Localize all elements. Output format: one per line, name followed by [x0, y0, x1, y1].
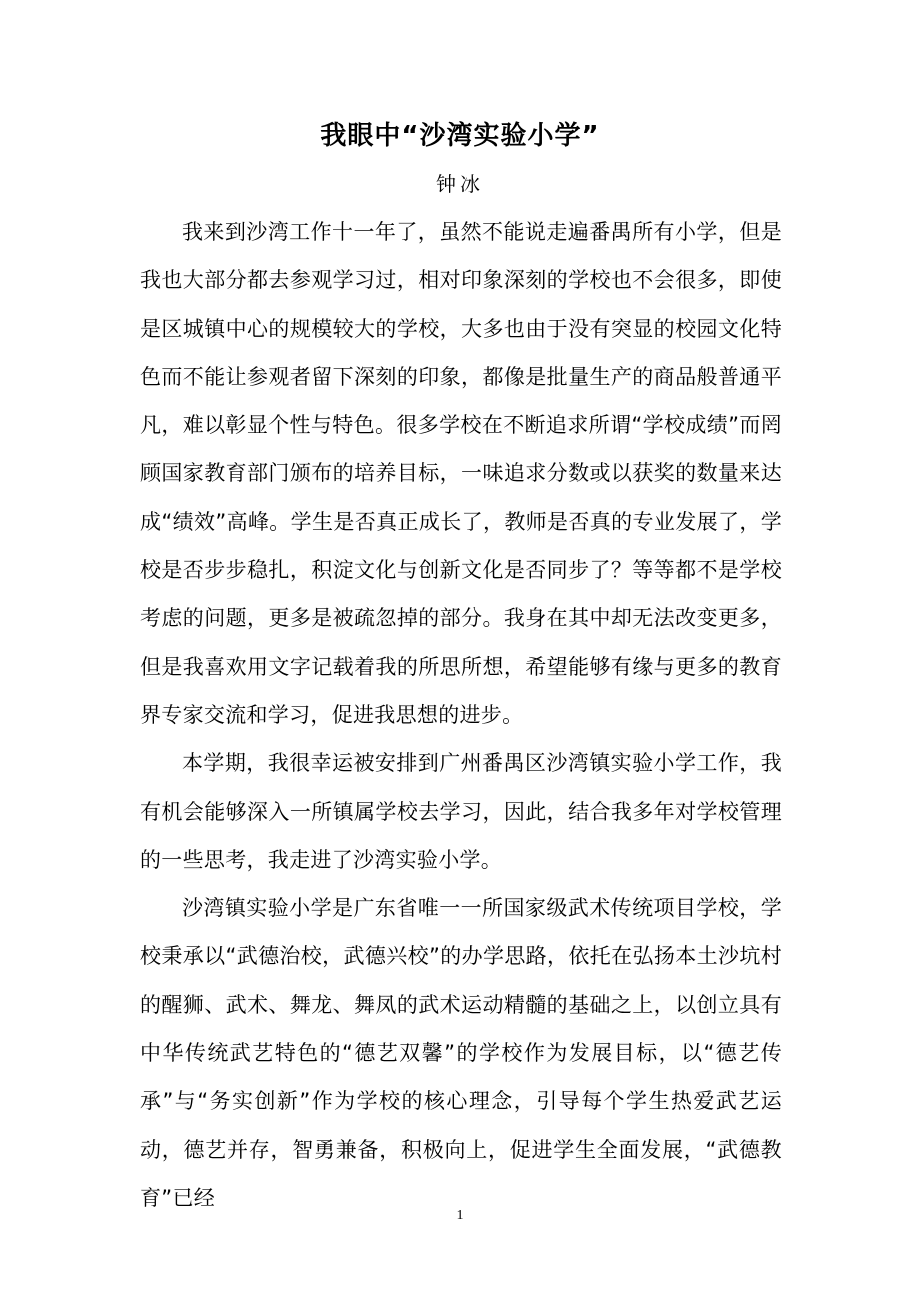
paragraph-3: 沙湾镇实验小学是广东省唯一一所国家级武术传统项目学校，学校秉承以“武德治校，武德兴校”的办学思路，依托在弘扬本土沙坑村的醒狮、武术、舞龙、舞凤的武术运动精髓的基础之上，以创立具有中华传统武艺特色的“德艺双馨”的学校作为发展目标，以“德艺传承”与“务实创新”作为学校的核心理念，引导每个学生热爱武艺运动，德艺并存，智勇兼备，积极向上，促进学生全面发展，“武德教育”已经	[140, 896, 782, 1210]
author-name: 钟冰	[436, 172, 484, 196]
document-title: 我眼中“沙湾实验小学”	[320, 121, 600, 151]
paragraph-1: 我来到沙湾工作十一年了，虽然不能说走遍番禺所有小学，但是我也大部分都去参观学习过，相对印象深刻的学校也不会很多，即使是区城镇中心的规模较大的学校，大多也由于没有突显的校园文化特色而不能让参观者留下深刻的印象，都像是批量生产的商品般普通平凡，难以彰显个性与特色。很多学校在不断追求所谓“学校成绩”而罔顾国家教育部门颁布的培养目标，一味追求分数或以获奖的数量来达成“绩效”高峰。学生是否真正成长了，教师是否真的专业发展了，学校是否步步稳扎，积淀文化与创新文化是否同步了？等等都不是学校考虑的问题，更多是被疏忽掉的部分。我身在其中却无法改变更多，但是我喜欢用文字记载着我的所思所想，希望能够有缘与更多的教育界专家交流和学习，促进我思想的进步。	[140, 220, 782, 727]
document-body	[140, 208, 782, 1222]
page-number: 1	[456, 1208, 464, 1223]
paragraph-2: 本学期，我很幸运被安排到广州番禺区沙湾镇实验小学工作，我有机会能够深入一所镇属学校去学习，因此，结合我多年对学校管理的一些思考，我走进了沙湾实验小学。	[140, 751, 782, 872]
